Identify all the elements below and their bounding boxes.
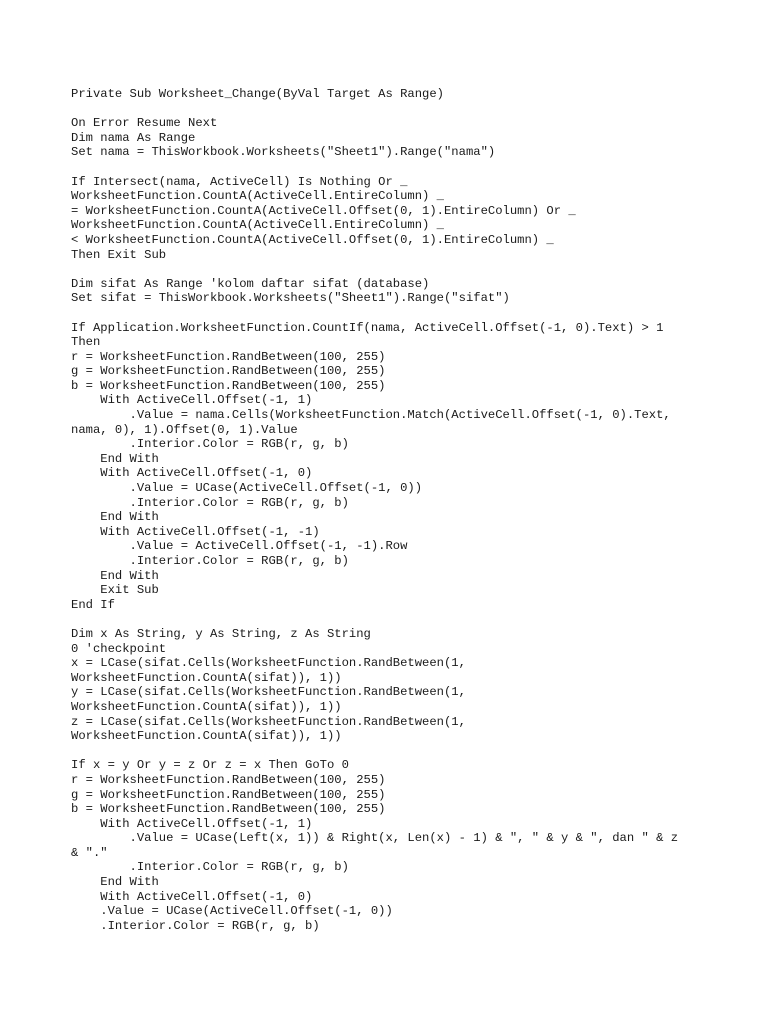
code-line: r = WorksheetFunction.RandBetween(100, 255) [71, 349, 386, 364]
code-line [71, 102, 711, 117]
code-line: .Interior.Color = RGB(r, g, b) [71, 554, 349, 568]
code-line: x = LCase(sifat.Cells(WorksheetFunction.RandBetween(1, [71, 656, 466, 671]
code-line: nama, 0), 1).Offset(0, 1).Value [71, 422, 298, 437]
code-line [71, 262, 711, 277]
code-line: With ActiveCell.Offset(-1, -1) [71, 524, 320, 539]
code-line [71, 306, 711, 321]
code-line: z = LCase(sifat.Cells(WorksheetFunction.RandBetween(1, [71, 714, 466, 729]
code-line: WorksheetFunction.CountA(ActiveCell.EntireColumn) _ [71, 218, 444, 233]
code-line: Private Sub Worksheet_Change(ByVal Target As Range) [71, 87, 444, 101]
code-line: r = WorksheetFunction.RandBetween(100, 255) [71, 772, 386, 787]
code-line: With ActiveCell.Offset(-1, 0) [71, 889, 313, 904]
code-line: Dim x As String, y As String, z As String [71, 626, 371, 641]
code-line: If x = y Or y = z Or z = x Then GoTo 0 [71, 758, 349, 773]
code-line: Set nama = ThisWorkbook.Worksheets("Sheet1").Range("nama") [71, 145, 496, 160]
code-line: .Value = UCase(ActiveCell.Offset(-1, 0)) [71, 904, 393, 919]
code-line: y = LCase(sifat.Cells(WorksheetFunction.RandBetween(1, [71, 685, 466, 700]
code-line: Exit Sub [71, 583, 159, 598]
code-line: Set sifat = ThisWorkbook.Worksheets("Sheet1").Range("sifat") [71, 291, 510, 306]
code-line: Dim sifat As Range 'kolom daftar sifat (database) [71, 276, 430, 291]
code-line: b = WorksheetFunction.RandBetween(100, 255) [71, 802, 386, 817]
code-line: Then Exit Sub [71, 247, 167, 262]
code-line: End If [71, 597, 115, 612]
code-line: g = WorksheetFunction.RandBetween(100, 255) [71, 787, 386, 802]
code-line: & "." [71, 845, 108, 860]
code-line: If Application.WorksheetFunction.CountIf(nama, ActiveCell.Offset(-1, 0).Text) > 1 [71, 320, 664, 335]
code-line: With ActiveCell.Offset(-1, 0) [71, 466, 313, 481]
code-line: b = WorksheetFunction.RandBetween(100, 255) [71, 378, 386, 393]
code-line [71, 612, 711, 627]
code-line: WorksheetFunction.CountA(sifat)), 1)) [71, 670, 342, 685]
code-line: With ActiveCell.Offset(-1, 1) [71, 816, 313, 831]
code-line: .Interior.Color = RGB(r, g, b) [71, 860, 349, 875]
code-line: .Interior.Color = RGB(r, g, b) [71, 918, 320, 933]
code-line: End With [71, 510, 159, 525]
code-line: If Intersect(nama, ActiveCell) Is Nothing Or _ [71, 174, 408, 189]
code-line: End With [71, 875, 159, 890]
code-line: WorksheetFunction.CountA(ActiveCell.EntireColumn) _ [71, 189, 444, 204]
code-line: .Value = nama.Cells(WorksheetFunction.Match(ActiveCell.Offset(-1, 0).Text, [71, 408, 671, 423]
code-line: End With [71, 568, 159, 583]
code-line [71, 744, 711, 759]
vba-code-block [71, 87, 711, 933]
code-line: Then [71, 335, 101, 350]
code-line: g = WorksheetFunction.RandBetween(100, 255) [71, 364, 386, 379]
code-line: With ActiveCell.Offset(-1, 1) [71, 393, 313, 408]
code-line: WorksheetFunction.CountA(sifat)), 1)) [71, 699, 342, 714]
code-line: Dim nama As Range [71, 130, 196, 145]
code-line: = WorksheetFunction.CountA(ActiveCell.Offset(0, 1).EntireColumn) Or _ [71, 203, 576, 218]
code-line: < WorksheetFunction.CountA(ActiveCell.Offset(0, 1).EntireColumn) _ [71, 232, 554, 247]
code-line: 0 'checkpoint [71, 641, 167, 656]
code-line: .Value = ActiveCell.Offset(-1, -1).Row [71, 539, 408, 554]
code-line: WorksheetFunction.CountA(sifat)), 1)) [71, 729, 342, 744]
code-line: .Value = UCase(ActiveCell.Offset(-1, 0)) [71, 481, 423, 496]
code-line [71, 160, 711, 175]
code-line: On Error Resume Next [71, 116, 218, 131]
code-line: .Value = UCase(Left(x, 1)) & Right(x, Len(x) - 1) & ", " & y & ", dan " & z [71, 831, 679, 846]
code-line: .Interior.Color = RGB(r, g, b) [71, 495, 349, 510]
code-line: End With [71, 451, 159, 466]
code-line: .Interior.Color = RGB(r, g, b) [71, 437, 349, 452]
